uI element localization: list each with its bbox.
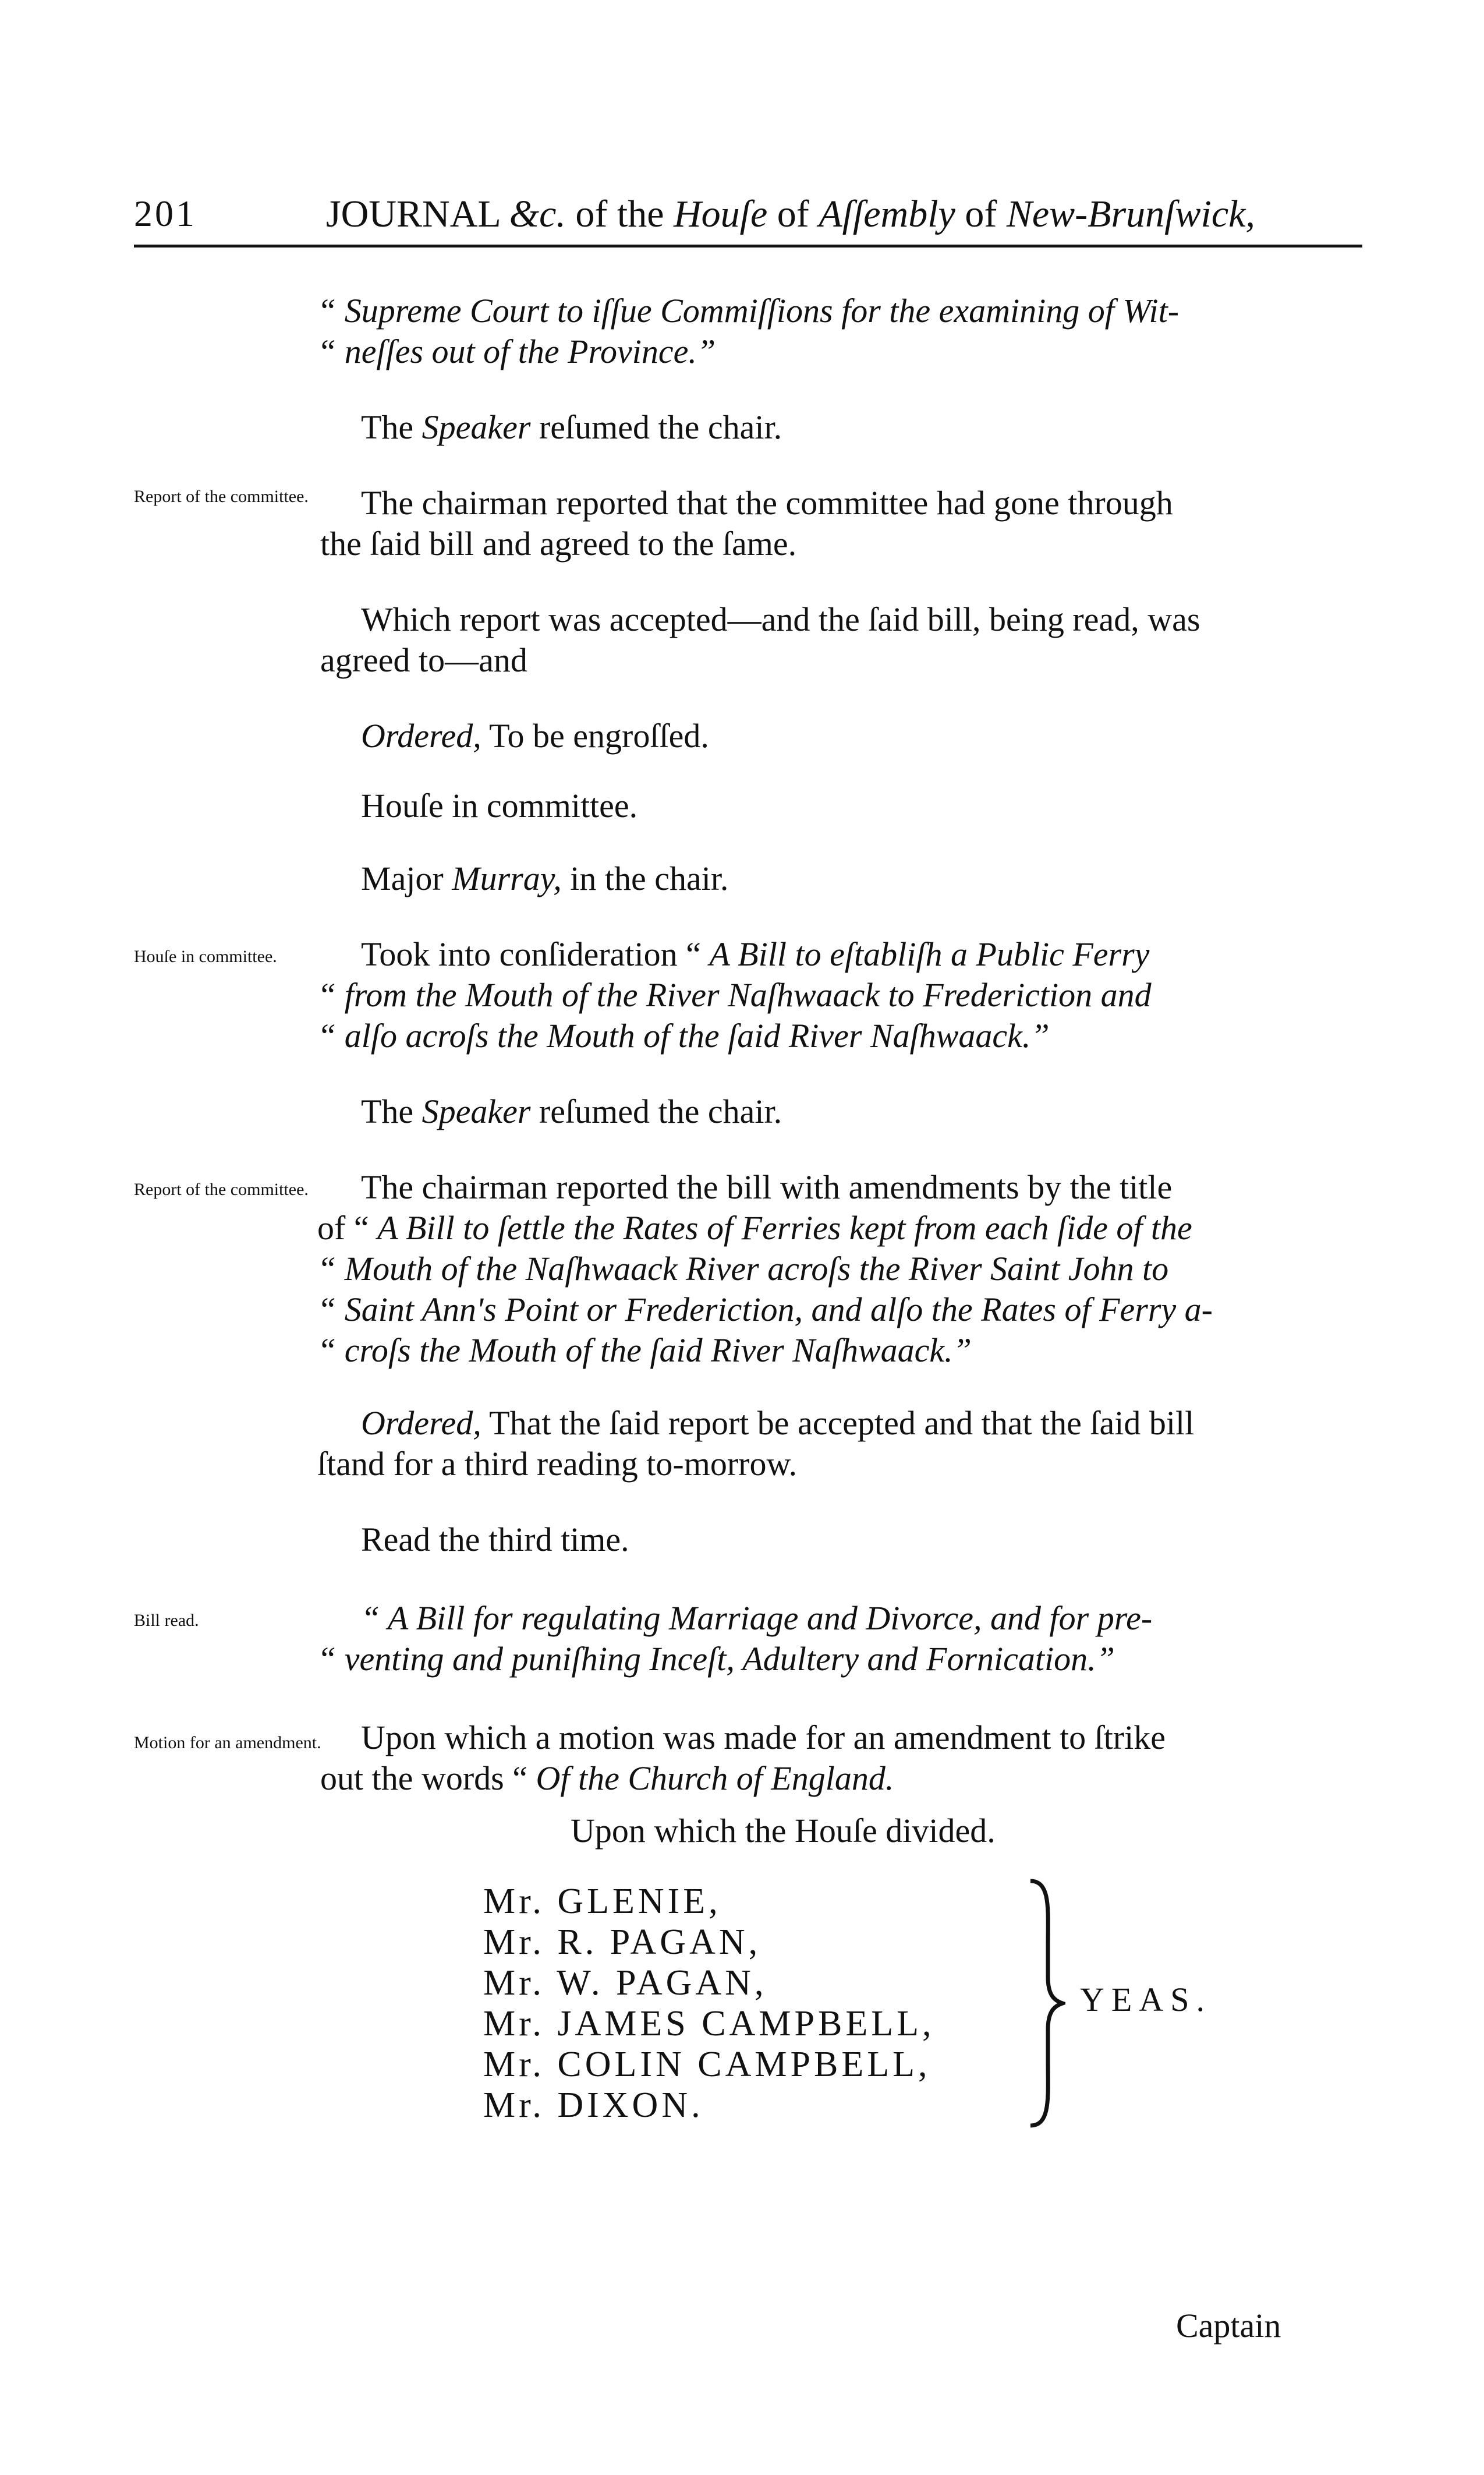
text-line: The Speaker reſumed the chair. (361, 408, 782, 446)
text-line: Houſe in committee. (361, 787, 638, 825)
text-line: the ſaid bill and agreed to the ſame. (320, 525, 797, 563)
margin-note: Report of the committee. (134, 487, 309, 506)
text-line: of “ A Bill to ſettle the Rates of Ferries kept from each ſide of the (317, 1209, 1192, 1247)
text-line: The Speaker reſumed the chair. (361, 1092, 782, 1130)
text-line: Took into conſideration “ A Bill to eſtabliſh a Public Ferry (361, 935, 1150, 973)
text-line: Ordered, That the ſaid report be accepted and that the ſaid bill (361, 1404, 1195, 1442)
text-line: “ from the Mouth of the River Naſhwaack to Frederiction and (317, 976, 1152, 1014)
margin-note: Houſe in committee. (134, 947, 277, 966)
vote-label: YEAS. (1080, 1981, 1212, 2018)
text-line: “ Saint Ann's Point or Frederiction, and alſo the Rates of Ferry a- (317, 1290, 1213, 1328)
text-line: Which report was accepted—and the ſaid bill, being read, was (361, 600, 1200, 638)
text-line: The chairman reported that the committee had gone through (361, 484, 1173, 522)
right-brace-icon (1025, 1875, 1065, 2131)
vote-name: Mr. GLENIE, (483, 1882, 721, 1921)
vote-name: Mr. JAMES CAMPBELL, (483, 2004, 935, 2043)
margin-note: Motion for an amendment. (134, 1733, 321, 1752)
text-line: ſtand for a third reading to-morrow. (317, 1445, 798, 1483)
text-line: “ alſo acroſs the Mouth of the ſaid River Naſhwaack.” (317, 1017, 1050, 1055)
text-line: “ venting and puniſhing Inceſt, Adultery and Fornication.” (317, 1640, 1115, 1678)
margin-note: Report of the committee. (134, 1180, 309, 1199)
text-line: “ neſſes out of the Province.” (317, 333, 716, 370)
text-line: Upon which a motion was made for an amendment to ſtrike (361, 1719, 1166, 1756)
catchword: Captain (1176, 2307, 1281, 2345)
text-line: The chairman reported the bill with amendments by the title (361, 1168, 1173, 1206)
page-number: 201 (134, 193, 197, 234)
text-line: Major Murray, in the chair. (361, 860, 729, 897)
text-line: Ordered, To be engroſſed. (361, 717, 709, 755)
running-header (134, 192, 1362, 245)
text-line: agreed to—and (320, 641, 527, 679)
running-title: JOURNAL &c. of the Houſe of Aſſembly of New-Brunſwick, (326, 193, 1255, 235)
vote-name: Mr. COLIN CAMPBELL, (483, 2045, 931, 2084)
text-line: Upon which the Houſe divided. (571, 1812, 996, 1850)
text-line: “ croſs the Mouth of the ſaid River Naſhwaack.” (317, 1331, 972, 1369)
vote-name: Mr. R. PAGAN, (483, 1922, 762, 1962)
text-line: Read the third time. (361, 1521, 629, 1558)
text-line: “ Mouth of the Naſhwaack River acroſs the River Saint John to (317, 1250, 1169, 1288)
text-line: “ Supreme Court to iſſue Commiſſions for the examining of Wit- (317, 292, 1180, 330)
vote-names-list (483, 1881, 934, 2126)
vote-name: Mr. W. PAGAN, (483, 1963, 767, 2003)
vote-name: Mr. DIXON. (483, 2085, 704, 2125)
text-line: out the words “ Of the Church of England. (320, 1759, 894, 1797)
header-rule (134, 245, 1362, 248)
margin-note: Bill read. (134, 1611, 199, 1630)
text-line: “ A Bill for regulating Marriage and Divorce, and for pre- (361, 1599, 1153, 1637)
